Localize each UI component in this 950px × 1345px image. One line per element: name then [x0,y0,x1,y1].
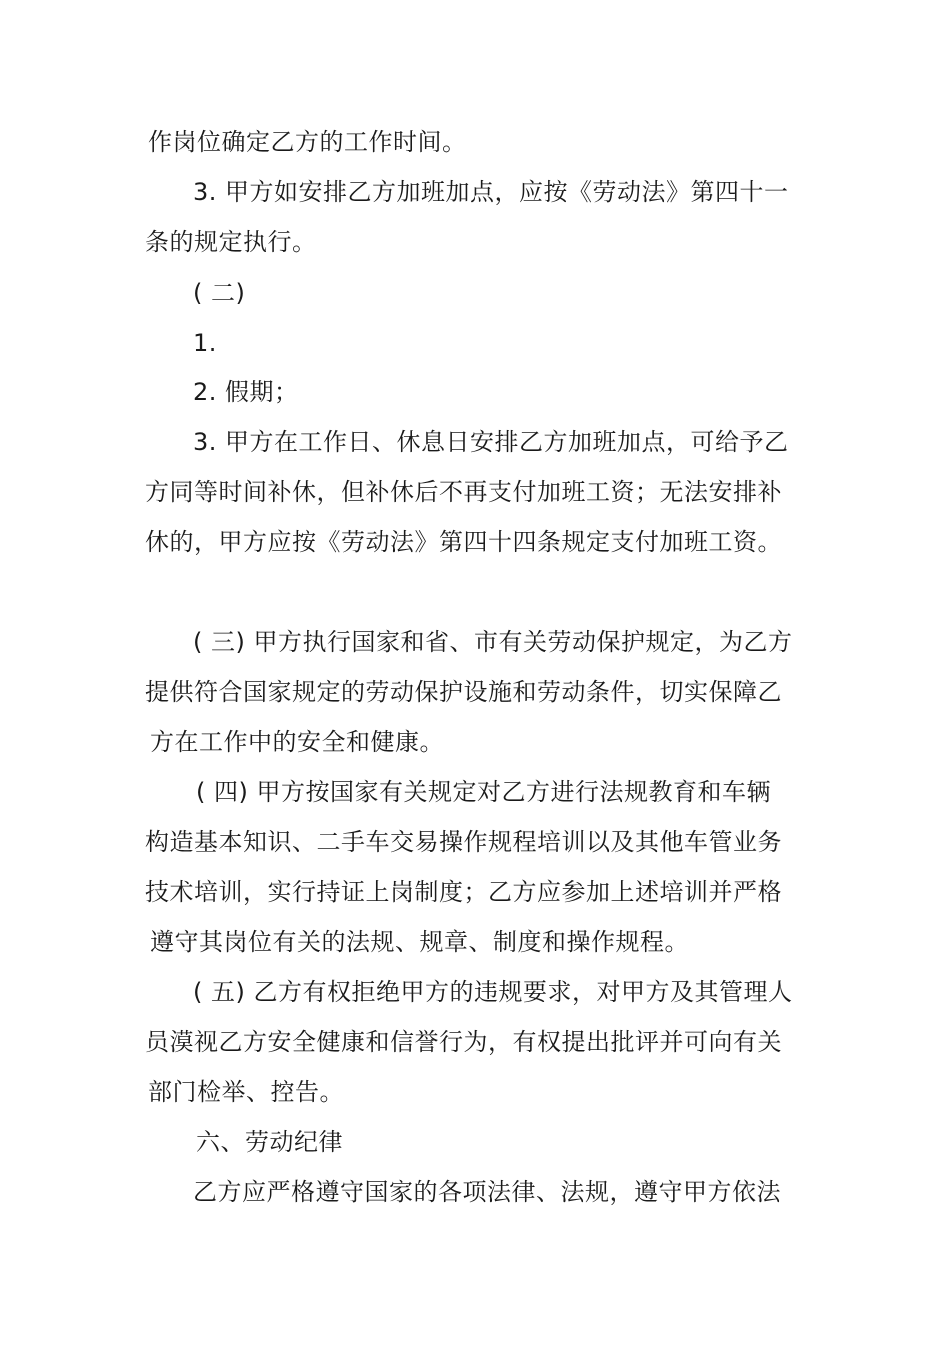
text-line-8: 方同等时间补休，但补休后不再支付加班工资；无法安排补 [145,478,782,506]
section-paragraph-5: ( 五) 乙方有权拒绝甲方的违规要求，对甲方及其管理人 [193,978,793,1006]
text-line-9: 休的，甲方应按《劳动法》第四十四条规定支付加班工资。 [145,528,782,556]
text-line-1: 作岗位确定乙方的工作时间。 [148,128,467,156]
text-line-19: 部门检举、控告。 [148,1078,344,1106]
list-item-2: 2. 假期； [193,378,299,406]
section-paragraph-4: ( 四) 甲方按国家有关规定对乙方进行法规教育和车辆 [196,778,771,806]
section-heading-6: 六、劳动纪律 [196,1128,343,1156]
text-line-12: 方在工作中的安全和健康。 [150,728,444,756]
text-line-11: 提供符合国家规定的劳动保护设施和劳动条件，切实保障乙 [145,678,782,706]
text-line-15: 技术培训，实行持证上岗制度；乙方应参加上述培训并严格 [145,878,782,906]
section-heading-2: ( 二) [193,279,246,307]
text-line-14: 构造基本知识、二手车交易操作规程培训以及其他车管业务 [145,828,782,856]
section-paragraph-3: ( 三) 甲方执行国家和省、市有关劳动保护规定，为乙方 [193,628,793,656]
text-line-16: 遵守其岗位有关的法规、规章、制度和操作规程。 [150,928,689,956]
text-line-21: 乙方应严格遵守国家的各项法律、法规，遵守甲方依法 [193,1178,781,1206]
text-line-2: 3. 甲方如安排乙方加班加点，应按《劳动法》第四十一 [193,178,789,206]
text-line-18: 员漠视乙方安全健康和信誉行为，有权提出批评并可向有关 [145,1028,782,1056]
list-item-1: 1. [193,329,217,357]
list-item-3: 3. 甲方在工作日、休息日安排乙方加班加点，可给予乙 [193,428,789,456]
text-line-3: 条的规定执行。 [145,228,317,256]
